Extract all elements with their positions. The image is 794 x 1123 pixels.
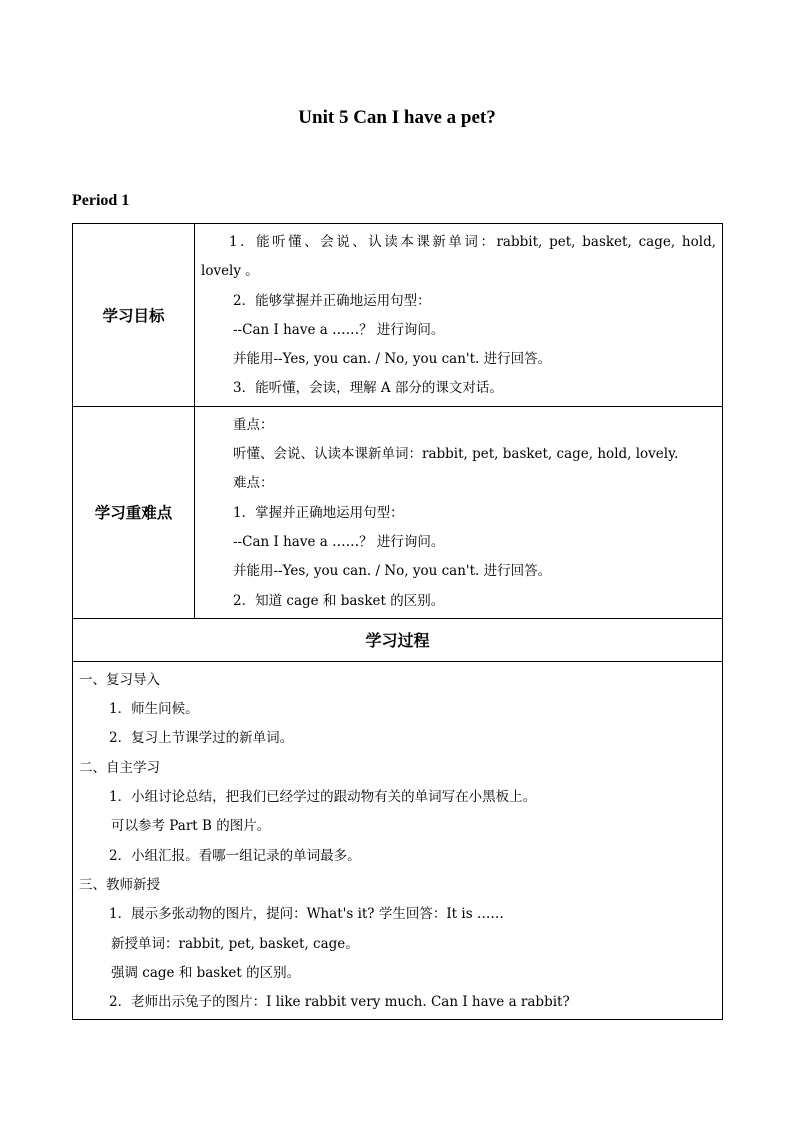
- process-line: 三、教师新授: [79, 876, 160, 893]
- process-line: 新授单词：rabbit, pet, basket, cage。: [111, 935, 359, 952]
- process-line: 1．小组讨论总结，把我们已经学过的跟动物有关的单词写在小黑板上。: [109, 789, 537, 806]
- process-line: 1．师生问候。: [109, 701, 199, 718]
- process-line: 二、自主学习: [79, 759, 160, 776]
- key-points-line: 1．掌握并正确地运用句型：: [233, 504, 404, 521]
- goals-line: --Can I have a ……？ 进行询问。: [233, 321, 445, 338]
- page-title: Unit 5 Can I have a pet?: [298, 107, 496, 128]
- goals-line: 2．能够掌握并正确地运用句型：: [233, 292, 431, 309]
- process-line: 2．老师出示兔子的图片：I like rabbit very much. Can I have a rabbit?: [109, 994, 570, 1011]
- process-line: 强调 cage 和 basket 的区别。: [111, 964, 301, 981]
- process-header-row: [73, 618, 723, 661]
- goals-line: 3．能听懂，会读，理解 A 部分的课文对话。: [233, 380, 503, 397]
- process-header: 学习过程: [73, 618, 723, 661]
- goals-line: 并能用--Yes, you can. / No, you can't. 进行回答。: [233, 351, 552, 368]
- key-points-row: [73, 406, 723, 618]
- goals-row: [73, 224, 723, 407]
- key-points-line: 重点：: [233, 416, 274, 433]
- lesson-plan-table: [72, 223, 723, 1020]
- key-points-line: 并能用--Yes, you can. / No, you can't. 进行回答。: [233, 563, 552, 580]
- process-line: 1．展示多张动物的图片，提问：What's it? 学生回答：It is ……: [109, 906, 504, 923]
- key-points-line: 2．知道 cage 和 basket 的区别。: [233, 592, 445, 609]
- key-points-line: --Can I have a ……？ 进行询问。: [233, 533, 445, 550]
- period-heading: Period 1: [72, 192, 130, 209]
- goals-label: 学习目标: [73, 224, 195, 407]
- process-line: 可以参考 Part B 的图片。: [111, 818, 271, 835]
- goals-content: [195, 224, 723, 407]
- process-line: 2．小组汇报。看哪一组记录的单词最多。: [109, 847, 361, 864]
- process-line: 2．复习上节课学过的新单词。: [109, 730, 294, 747]
- process-row: [73, 661, 723, 1020]
- key-points-label: 学习重难点: [73, 406, 195, 618]
- goals-line: lovely 。: [201, 263, 259, 280]
- key-points-line: 难点：: [233, 475, 274, 492]
- key-points-line: 听懂、会说、认读本课新单词：rabbit, pet, basket, cage, hold, lovely.: [233, 446, 679, 463]
- goals-line: 1．能听懂、会说、认读本课新单词：rabbit, pet, basket, cage, hold,: [229, 234, 716, 250]
- process-line: 一、复习导入: [79, 671, 160, 688]
- key-points-content: [195, 406, 723, 618]
- process-content: [73, 661, 723, 1020]
